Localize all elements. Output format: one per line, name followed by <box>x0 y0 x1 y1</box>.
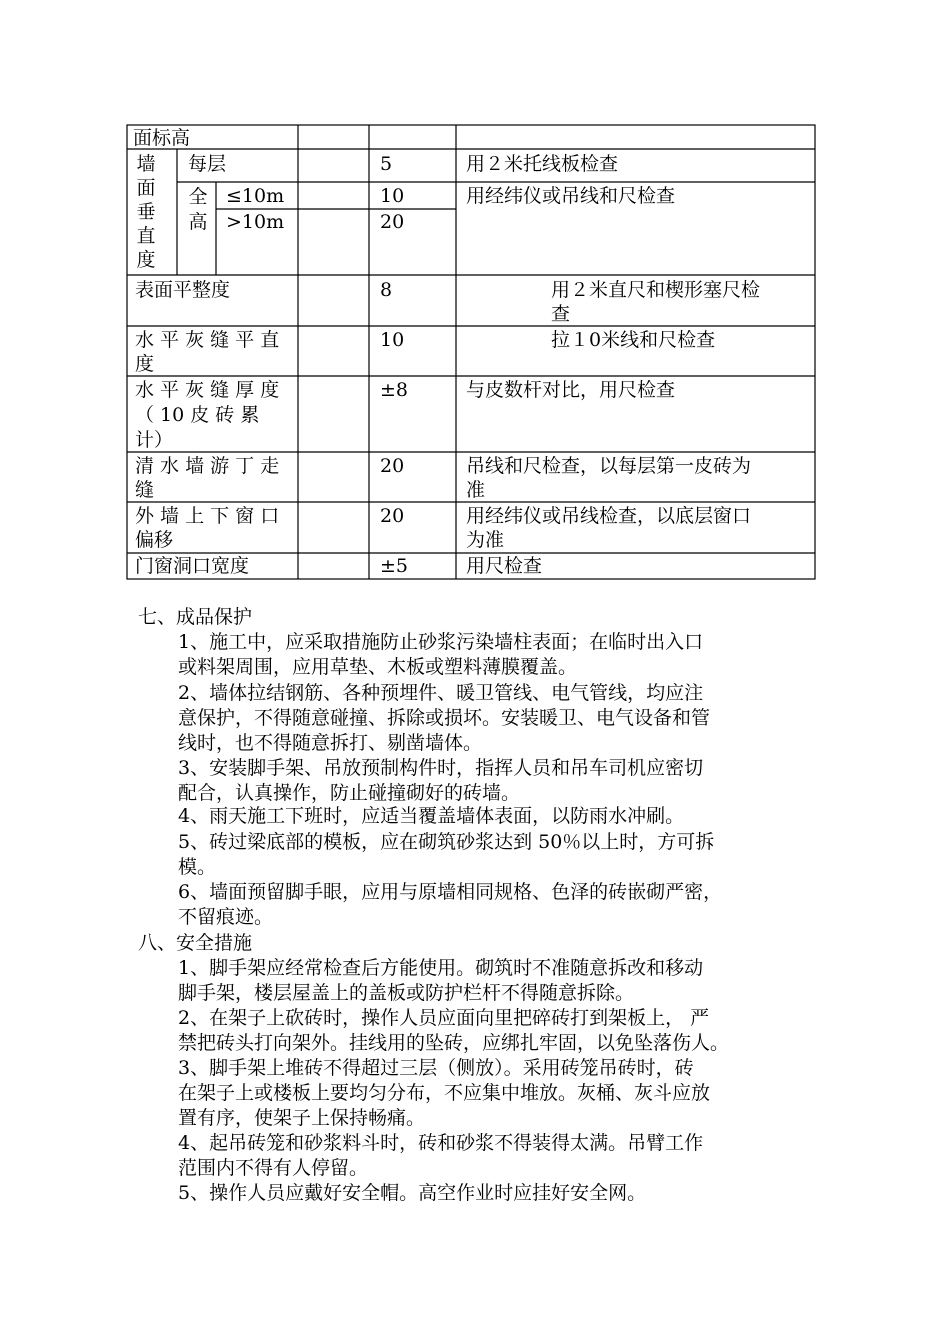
cell-full-height-method: 用经纬仪或吊线和尺检查 <box>466 185 676 207</box>
line: 禁把砖头打向架外。挂线用的坠砖，应绑扎牢固，以免坠落伤人。 <box>178 1032 730 1054</box>
line: 3、安装脚手架、吊放预制构件时，指挥人员和吊车司机应密切 <box>178 757 704 779</box>
cell-joint-straightness-method: 拉１0米线和尺检查 <box>551 329 716 351</box>
cell-clear-wall-value: 20 <box>380 455 405 477</box>
line: 2、墙体拉结钢筋、各种预埋件、暖卫管线、电气管线，均应注 <box>178 682 704 704</box>
line: 意保护，不得随意碰撞、拆除或损坏。安装暖卫、电气设备和管 <box>178 707 711 729</box>
cell-opening-width: 门窗洞口宽度 <box>135 555 250 577</box>
line: 或料架周围，应用草垫、木板或塑料薄膜覆盖。 <box>178 656 578 678</box>
cell-joint-thickness-2: （ 10 皮 砖 累 <box>135 404 260 426</box>
cell-joint-straightness-1: 水 平 灰 缝 平 直 <box>135 329 280 351</box>
section7-para-4 <box>178 804 684 829</box>
line: 5、砖过梁底部的模板，应在砌筑砂浆达到 50％以上时，方可拆 <box>178 831 715 853</box>
line: 1、脚手架应经常检查后方能使用。砌筑时不准随意拆改和移动 <box>178 957 704 979</box>
section7-para-2 <box>178 681 710 756</box>
cell-face-height: 面标高 <box>133 127 191 149</box>
cell-window-offset-method-2: 为准 <box>466 529 505 551</box>
char: 度 <box>136 249 156 271</box>
cell-joint-thickness-3: 计） <box>135 429 174 451</box>
cell-joint-straightness-2: 度 <box>135 353 155 375</box>
line: 5、操作人员应戴好安全帽。高空作业时应挂好安全网。 <box>178 1182 647 1204</box>
section7-para-3 <box>178 756 703 806</box>
line: 模。 <box>178 856 217 878</box>
line: 6、墙面预留脚手眼，应用与原墙相同规格、色泽的砖嵌砌严密， <box>178 881 723 903</box>
cell-joint-thickness-method: 与皮数杆对比，用尺检查 <box>466 379 676 401</box>
cell-joint-thickness-value: ±8 <box>380 379 409 401</box>
char: 高 <box>188 211 208 233</box>
cell-opening-width-value: ±5 <box>380 555 409 577</box>
line: 4、起吊砖笼和砂浆料斗时，砖和砂浆不得装得太满。吊臂工作 <box>178 1132 704 1154</box>
line: 范围内不得有人停留。 <box>178 1157 369 1179</box>
section7-para-6 <box>178 880 722 930</box>
section7-para-1 <box>178 630 703 680</box>
cell-window-offset-method-1: 用经纬仪或吊线检查，以底层窗口 <box>466 505 752 527</box>
char: 垂 <box>136 201 156 223</box>
cell-gt10-value: 20 <box>380 211 405 233</box>
line: 在架子上或楼板上要均匀分布，不应集中堆放。灰桶、灰斗应放 <box>178 1082 711 1104</box>
cell-le10-value: 10 <box>380 185 405 207</box>
cell-per-floor-value: 5 <box>380 153 393 175</box>
cell-clear-wall-method-1: 吊线和尺检查，以每层第一皮砖为 <box>466 455 752 477</box>
cell-clear-wall-2: 缝 <box>135 479 155 501</box>
cell-clear-wall-1: 清 水 墙 游 丁 走 <box>135 455 280 477</box>
section8-para-5 <box>178 1181 646 1206</box>
cell-surface-flatness: 表面平整度 <box>135 279 231 301</box>
line: 线时，也不得随意拆打、剔凿墙体。 <box>178 732 483 754</box>
section8-para-4 <box>178 1131 703 1181</box>
line: 不留痕迹。 <box>178 906 274 928</box>
section7-heading: 七、成品保护 <box>138 606 253 628</box>
cell-per-floor: 每层 <box>188 153 227 175</box>
cell-surface-flatness-method-2: 查 <box>551 303 571 325</box>
char: 墙 <box>136 153 156 175</box>
cell-opening-width-method: 用尺检查 <box>466 555 543 577</box>
cell-full-height <box>186 185 210 235</box>
section8-para-1 <box>178 956 703 1006</box>
line: 3、脚手架上堆砖不得超过三层（侧放）。采用砖笼吊砖时，砖 <box>178 1057 694 1079</box>
char: 直 <box>136 225 156 247</box>
cell-window-offset-1: 外 墙 上 下 窗 口 <box>135 505 280 527</box>
line: 1、施工中，应采取措施防止砂浆污染墙柱表面；在临时出入口 <box>178 631 704 653</box>
char: 全 <box>188 186 208 208</box>
line: 配合，认真操作，防止碰撞砌好的砖墙。 <box>178 782 521 804</box>
section8-para-2 <box>178 1006 729 1056</box>
section7-para-5 <box>178 830 714 880</box>
line: 置有序，使架子上保持畅痛。 <box>178 1107 426 1129</box>
cell-window-offset-2: 偏移 <box>135 529 174 551</box>
cell-per-floor-method: 用２米托线板检查 <box>466 153 619 175</box>
cell-joint-thickness-1: 水 平 灰 缝 厚 度 <box>135 379 280 401</box>
line: 脚手架，楼层屋盖上的盖板或防护栏杆不得随意拆除。 <box>178 982 635 1004</box>
cell-surface-flatness-method-1: 用２米直尺和楔形塞尺检 <box>551 279 761 301</box>
section8-heading: 八、安全措施 <box>138 932 253 954</box>
cell-le10: ≤10m <box>226 185 285 207</box>
cell-surface-flatness-value: 8 <box>380 279 393 301</box>
line: 4、雨天施工下班时，应适当覆盖墙体表面，以防雨水冲刷。 <box>178 805 685 827</box>
cell-gt10: >10m <box>226 211 285 233</box>
cell-joint-straightness-value: 10 <box>380 329 405 351</box>
cell-wall-vertical-label <box>134 152 158 272</box>
cell-window-offset-value: 20 <box>380 505 405 527</box>
line: 2、在架子上砍砖时，操作人员应面向里把碎砖打到架板上， 严 <box>178 1007 710 1029</box>
cell-clear-wall-method-2: 准 <box>466 479 486 501</box>
section8-para-3 <box>178 1056 710 1131</box>
char: 面 <box>136 177 156 199</box>
